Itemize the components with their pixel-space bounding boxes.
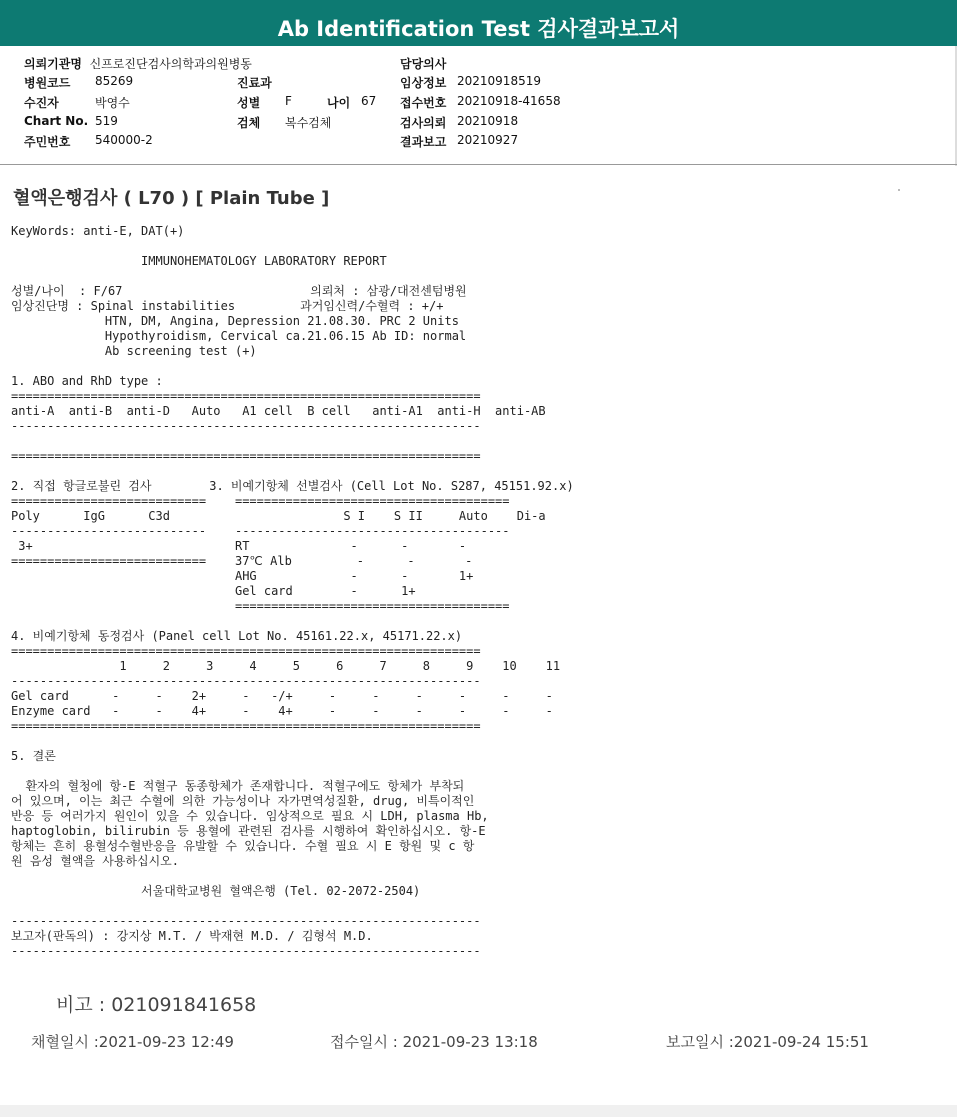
info-accession-no [400, 94, 561, 111]
page-bottom-band [0, 1105, 957, 1117]
info-chart-no [24, 114, 118, 128]
info-department [237, 74, 272, 91]
report-line: 항체는 흔히 용혈성수혈반응을 유발할 수 있습니다. 수혈 필요 시 E 항원 및 c 항 [11, 839, 475, 853]
report-line: --------------------------- -------------------------------------- [11, 524, 510, 538]
report-line: 반응 등 여러가지 원인이 있을 수 있습니다. 임상적으로 필요 시 LDH, plasma Hb, [11, 809, 489, 823]
received-datetime [330, 1031, 538, 1052]
info-label: Chart No. [24, 114, 89, 128]
report-line: ================================================================= [11, 719, 481, 733]
report-line: 보고자(판독의) : 강지상 M.T. / 박재현 M.D. / 김형석 M.D. [11, 929, 373, 943]
report-title-bar [0, 0, 957, 46]
report-line [11, 614, 574, 629]
report-line: =========================== 37℃ Alb - - - [11, 554, 473, 568]
collected-label: 채혈일시 : [31, 1033, 99, 1051]
report-line: Gel card - 1+ [11, 584, 416, 598]
info-value: 20210918-41658 [457, 94, 561, 108]
info-label: 의뢰기관명 [24, 57, 82, 71]
report-line: haptoglobin, bilirubin 등 용혈에 관련된 검사를 시행하여 확인하십시오. 항-E [11, 824, 486, 838]
marker-dot [898, 189, 900, 191]
report-line: ====================================== [11, 599, 510, 613]
info-label: 검사의뢰 [400, 116, 447, 130]
reported-label: 보고일시 : [666, 1033, 734, 1051]
report-line [11, 239, 574, 254]
remark [56, 990, 256, 1017]
report-line: anti-A anti-B anti-D Auto A1 cell B cell anti-A1 anti-H anti-AB [11, 404, 546, 418]
remark-label: 비고 : [56, 994, 106, 1016]
header-divider [0, 164, 957, 165]
report-line [11, 869, 574, 884]
report-line: 2. 직접 항글로불린 검사 3. 비예기항체 선별검사 (Cell Lot No. S287, 45151.92.x) [11, 479, 574, 493]
report-line [11, 464, 574, 479]
info-label: 접수번호 [400, 96, 447, 110]
received-value: 2021-09-23 13:18 [402, 1033, 538, 1051]
report-line: KeyWords: anti-E, DAT(+) [11, 224, 185, 238]
info-value: 67 [361, 94, 377, 108]
report-line: ----------------------------------------------------------------- [11, 914, 481, 928]
report-line: 성별/나이 : F/67 의뢰처 : 삼광/대전센텀병원 [11, 284, 467, 298]
report-line: 임상진단명 : Spinal instabilities 과거임신력/수혈력 : +/+ [11, 299, 444, 313]
reported-value: 2021-09-24 15:51 [733, 1033, 869, 1051]
info-label: 병원코드 [24, 76, 71, 90]
report-line [11, 764, 574, 779]
info-label: 주민번호 [24, 135, 71, 149]
info-value: 20210918 [457, 114, 519, 128]
info-value: F [285, 94, 292, 108]
report-line: ----------------------------------------------------------------- [11, 419, 481, 433]
report-line: ================================================================= [11, 449, 481, 463]
report-line [11, 734, 574, 749]
info-specimen [237, 114, 332, 131]
info-label: 진료과 [237, 76, 272, 90]
info-value: 85269 [95, 74, 134, 88]
lab-report-text [11, 224, 574, 959]
info-test-request [400, 114, 519, 131]
info-label: 결과보고 [400, 135, 447, 149]
info-value: 복수검체 [285, 116, 332, 130]
report-line: Hypothyroidism, Cervical ca.21.06.15 Ab ID: normal [11, 329, 467, 343]
info-value: 20210918519 [457, 74, 541, 88]
remark-value: 021091841658 [111, 994, 257, 1016]
report-line: ----------------------------------------------------------------- [11, 944, 481, 958]
report-line: =========================== ====================================== [11, 494, 510, 508]
report-line: 어 있으며, 이는 최근 수혈에 의한 가능성이나 자가면역성질환, drug, 비특이적인 [11, 794, 475, 808]
report-line: ================================================================= [11, 389, 481, 403]
info-label: 성별 [237, 96, 261, 110]
report-line: 5. 결론 [11, 749, 56, 763]
collected-datetime [31, 1031, 234, 1052]
info-physician [400, 55, 446, 72]
info-clinical [400, 74, 541, 91]
reported-datetime [666, 1031, 869, 1052]
report-line: 1. ABO and RhD type : [11, 374, 163, 388]
report-line: ================================================================= [11, 644, 481, 658]
info-value: 540000-2 [95, 133, 153, 147]
info-label: 검체 [237, 116, 261, 130]
info-label: 담당의사 [400, 57, 447, 71]
report-line: Gel card - - 2+ - -/+ - - - - - - [11, 689, 553, 703]
report-line: Poly IgG C3d S I S II Auto Di-a [11, 509, 546, 523]
info-sex [237, 94, 292, 111]
info-patient [24, 94, 130, 111]
info-result-report [400, 133, 519, 150]
report-line: Ab screening test (+) [11, 344, 257, 358]
info-hospital-code [24, 74, 134, 91]
collected-value: 2021-09-23 12:49 [98, 1033, 234, 1051]
report-line: AHG - - 1+ [11, 569, 474, 583]
section-title: 혈액은행검사 ( L70 ) [ Plain Tube ] [13, 188, 330, 209]
report-line: 서울대학교병원 혈액은행 (Tel. 02-2072-2504) [11, 884, 421, 898]
report-title: Ab Identification Test 검사결과보고서 [277, 17, 680, 41]
report-line: 3+ RT - - - [11, 539, 467, 553]
received-label: 접수일시 : [330, 1033, 398, 1051]
report-line [11, 899, 574, 914]
info-resident-no [24, 133, 153, 150]
report-line: 4. 비예기항체 동정검사 (Panel cell Lot No. 45161.22.x, 45171.22.x) [11, 629, 463, 643]
report-line: 환자의 혈청에 항-E 적혈구 동종항체가 존재합니다. 적혈구에도 항체가 부착되 [11, 779, 465, 793]
info-age [327, 94, 377, 111]
report-line [11, 359, 574, 374]
info-requesting-org [24, 55, 252, 72]
info-label: 수진자 [24, 96, 59, 110]
info-label: 임상정보 [400, 76, 447, 90]
report-line: IMMUNOHEMATOLOGY LABORATORY REPORT [11, 254, 387, 268]
report-line: ----------------------------------------------------------------- [11, 674, 481, 688]
report-line: 원 음성 혈액을 사용하십시오. [11, 854, 180, 868]
report-line [11, 269, 574, 284]
info-value: 519 [95, 114, 118, 128]
report-line: HTN, DM, Angina, Depression 21.08.30. PRC 2 Units [11, 314, 459, 328]
info-value: 20210927 [457, 133, 519, 147]
info-label: 나이 [327, 96, 351, 110]
info-value: 신프로진단검사의학과의원병동 [89, 57, 252, 71]
report-line: Enzyme card - - 4+ - 4+ - - - - - - [11, 704, 553, 718]
info-value: 박영수 [95, 96, 130, 110]
report-line [11, 434, 574, 449]
report-line: 1 2 3 4 5 6 7 8 9 10 11 [11, 659, 561, 673]
